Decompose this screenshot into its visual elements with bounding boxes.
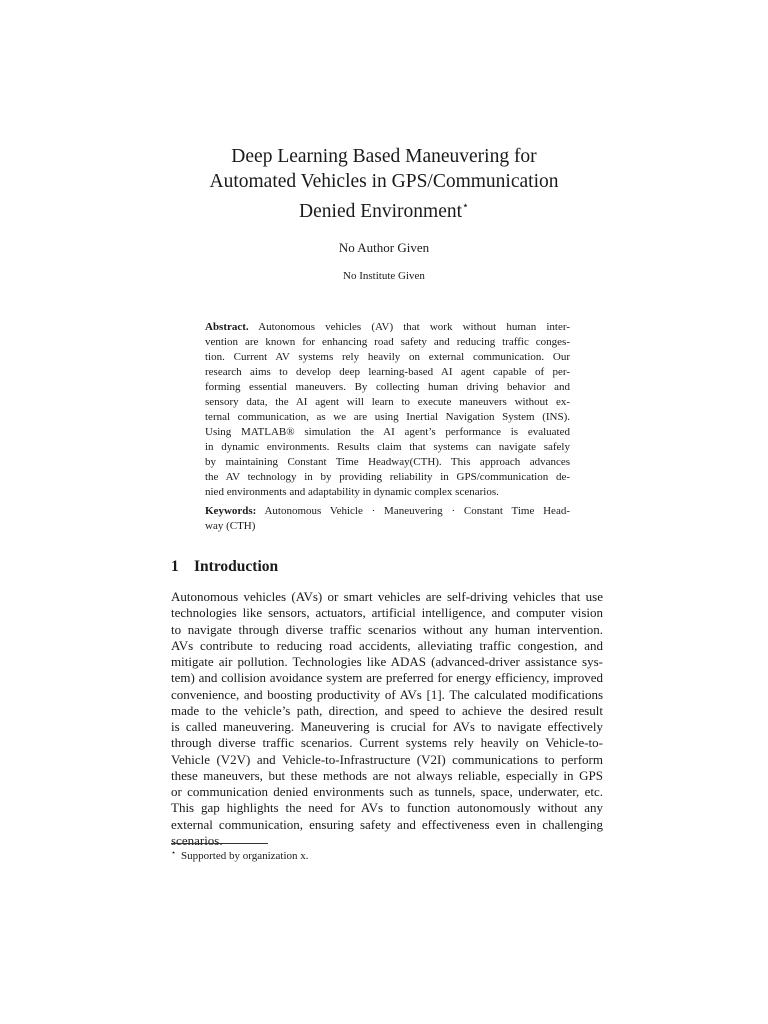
institute: No Institute Given <box>343 270 425 282</box>
footnote-mark: ⋆ <box>171 848 177 857</box>
abstract-line: ternal communication, as we are using Inertial Navigation System (INS). <box>205 411 570 423</box>
paragraph-line: Autonomous vehicles (AVs) or smart vehicles are self-driving vehicles that use <box>171 589 603 604</box>
abstract-line: research aims to develop deep learning-based AI agent capable of per- <box>205 366 570 378</box>
abstract-line: in dynamic environments. Results claim that systems can navigate safely <box>205 441 570 453</box>
paragraph-line: This gap highlights the need for AVs to function autonomously without any <box>171 800 603 816</box>
title-line-3-text: Denied Environment <box>299 201 463 222</box>
title-footnote-mark: ⋆ <box>462 200 469 212</box>
footnote-text: Supported by organization x. <box>181 850 309 862</box>
paragraph-line: AVs contribute to reducing road accidents, alleviating traffic congestion, and <box>171 637 603 653</box>
paragraph-line: made to the vehicle’s path, direction, and speed to achieve the desired result <box>171 702 603 718</box>
footnote-rule <box>171 843 268 844</box>
abstract-line: Using MATLAB® simulation the AI agent’s performance is evaluated <box>205 426 570 438</box>
paragraph-line: or communication denied environments such as tunnels, space, underwater, etc. <box>171 784 603 799</box>
introduction-paragraph <box>171 589 603 849</box>
paragraph-line: mitigate air pollution. Technologies like ADAS (advanced-driver assistance sys- <box>171 654 603 669</box>
paragraph-line: is called maneuvering. Maneuvering is crucial for AVs to navigate effectively <box>171 719 603 734</box>
paragraph-line: tem) and collision avoidance system are preferred for energy efficiency, improved <box>171 670 603 686</box>
paragraph-line: through diverse traffic scenarios. Current systems rely heavily on Vehicle-to- <box>171 735 603 751</box>
abstract-line <box>205 320 570 335</box>
keywords-line <box>205 504 570 519</box>
title-line-2: Automated Vehicles in GPS/Communication <box>209 171 559 192</box>
abstract-line: nied environments and adaptability in dynamic complex scenarios. <box>205 486 499 498</box>
author: No Author Given <box>338 240 430 255</box>
paragraph-line: scenarios. <box>171 832 223 848</box>
abstract-line: vention are known for enhancing road safety and reducing traffic conges- <box>205 336 570 348</box>
abstract-line: the AV technology in by providing reliability in GPS/communication de- <box>205 471 570 483</box>
abstract-line: forming essential maneuvers. By collecting human driving behavior and <box>205 381 570 393</box>
footnote <box>171 846 309 863</box>
keywords-label: Keywords: <box>205 505 257 517</box>
section-heading <box>171 557 278 577</box>
paper-title <box>150 144 618 224</box>
section-title: Introduction <box>194 558 279 575</box>
paragraph-line: to navigate through diverse traffic scenarios without any human intervention. <box>171 621 603 637</box>
abstract-line: by maintaining Constant Time Headway(CTH). This approach advances <box>205 456 570 468</box>
abstract-label: Abstract. <box>205 321 249 333</box>
section-number: 1 <box>171 558 179 575</box>
paragraph-line: Vehicle (V2V) and Vehicle-to-Infrastructure (V2I) communications to perform <box>171 751 603 767</box>
abstract-line: sensory data, the AI agent will learn to execute maneuvers without ex- <box>205 396 570 408</box>
title-line-3 <box>150 194 618 224</box>
paragraph-line: external communication, ensuring safety and effectiveness even in challenging <box>171 816 603 832</box>
paragraph-line: technologies like sensors, actuators, artificial intelligence, and computer vision <box>171 605 603 621</box>
abstract-line-text: Autonomous vehicles (AV) that work without human inter- <box>258 321 570 333</box>
abstract-line: tion. Current AV systems rely heavily on external communication. Our <box>205 351 570 363</box>
keywords-line: way (CTH) <box>205 520 256 532</box>
keywords-line-text: Autonomous Vehicle · Maneuvering · Constant Time Head- <box>264 505 570 517</box>
title-line-1: Deep Learning Based Maneuvering for <box>231 146 537 167</box>
keywords <box>205 504 570 534</box>
paragraph-line: these maneuvers, but these methods are not always reliable, especially in GPS <box>171 767 603 783</box>
paragraph-line: convenience, and boosting productivity of AVs [1]. The calculated modifications <box>171 686 603 702</box>
abstract <box>205 320 570 500</box>
